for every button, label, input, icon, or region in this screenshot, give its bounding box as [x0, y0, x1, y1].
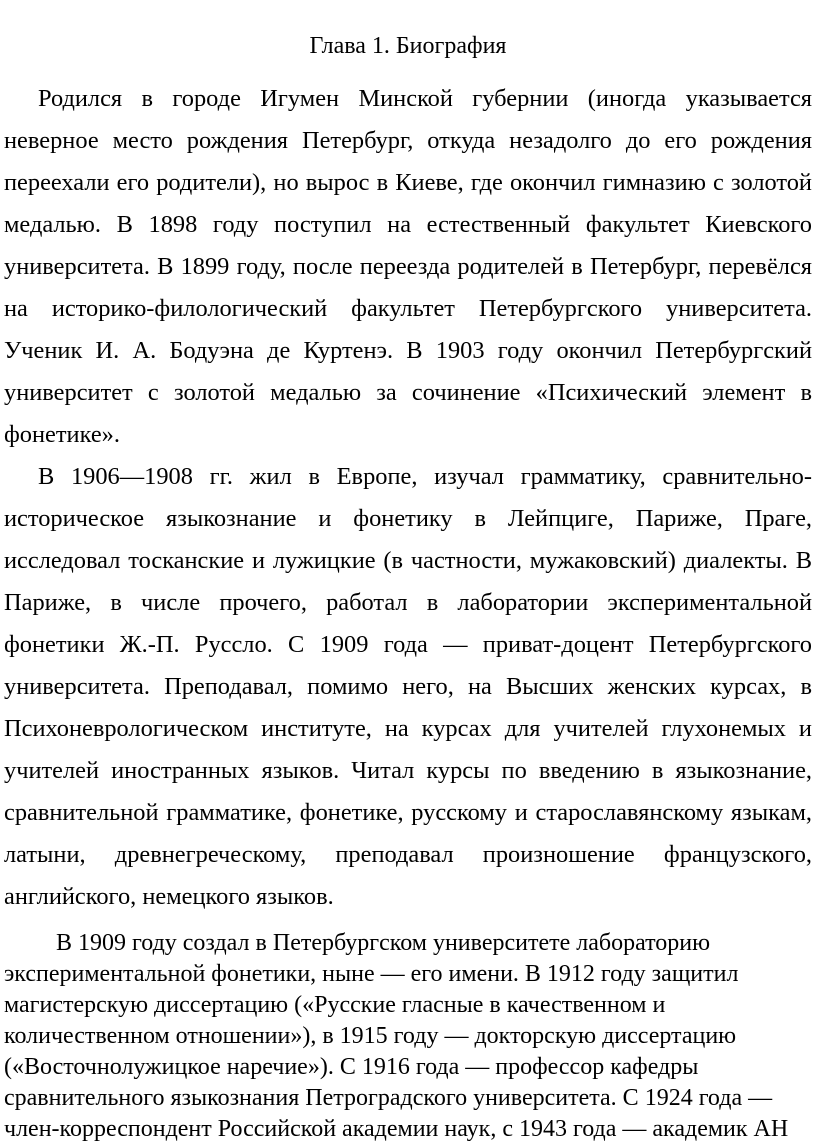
- paragraph-birth-education: Родился в городе Игумен Минской губернии (иногда указывается неверное место рождения Петербург, откуда незадолго до его рождения переехали его родители), но вырос в Киеве, где окончил гимназию с золотой медалью. В 1898 году поступил на естественный факультет Киевского университета. В 1899 году, после переезда родителей в Петербург, перевёлся на историко-филологический факультет Петербургского университета. Ученик И. А. Бодуэна де Куртенэ. В 1903 году окончил Петербургский университет с золотой медалью за сочинение «Психический элемент в фонетике».: [4, 85, 812, 448]
- paragraph-laboratory-career: В 1909 году создал в Петербургском университете лабораторию экспериментальной фонетики, ныне — его имени. В 1912 году защитил магистерскую диссертацию («Русские гласные в качественном и количественном отношении»), в 1915 году — докторскую диссертацию («Восточнолужицкое наречие»). С 1916 года — профессор кафедры сравнительного языкознания Петроградского университета. С 1924 года — член-корреспондент Российской академии наук, с 1943 года — академик АН: [4, 930, 789, 1142]
- chapter-title: Глава 1. Биография: [309, 33, 507, 59]
- paragraph-europe-teaching: В 1906—1908 гг. жил в Европе, изучал грамматику, сравнительно-историческое языкознание и фонетику в Лейпциге, Париже, Праге, исследовал тосканские и лужицкие (в частности, мужаковский) диалекты. В Париже, в числе прочего, работал в лаборатории экспериментальной фонетики Ж.-П. Руссло. С 1909 года — приват-доцент Петербургского университета. Преподавал, помимо него, на Высших женских курсах, в Психоневрологическом институте, на курсах для учителей глухонемых и учителей иностранных языков. Читал курсы по введению в языкознание, сравнительной грамматике, фонетике, русскому и старославянскому языкам, латыни, древнегреческому, преподавал произношение французского, английского, немецкого языков.: [4, 463, 812, 910]
